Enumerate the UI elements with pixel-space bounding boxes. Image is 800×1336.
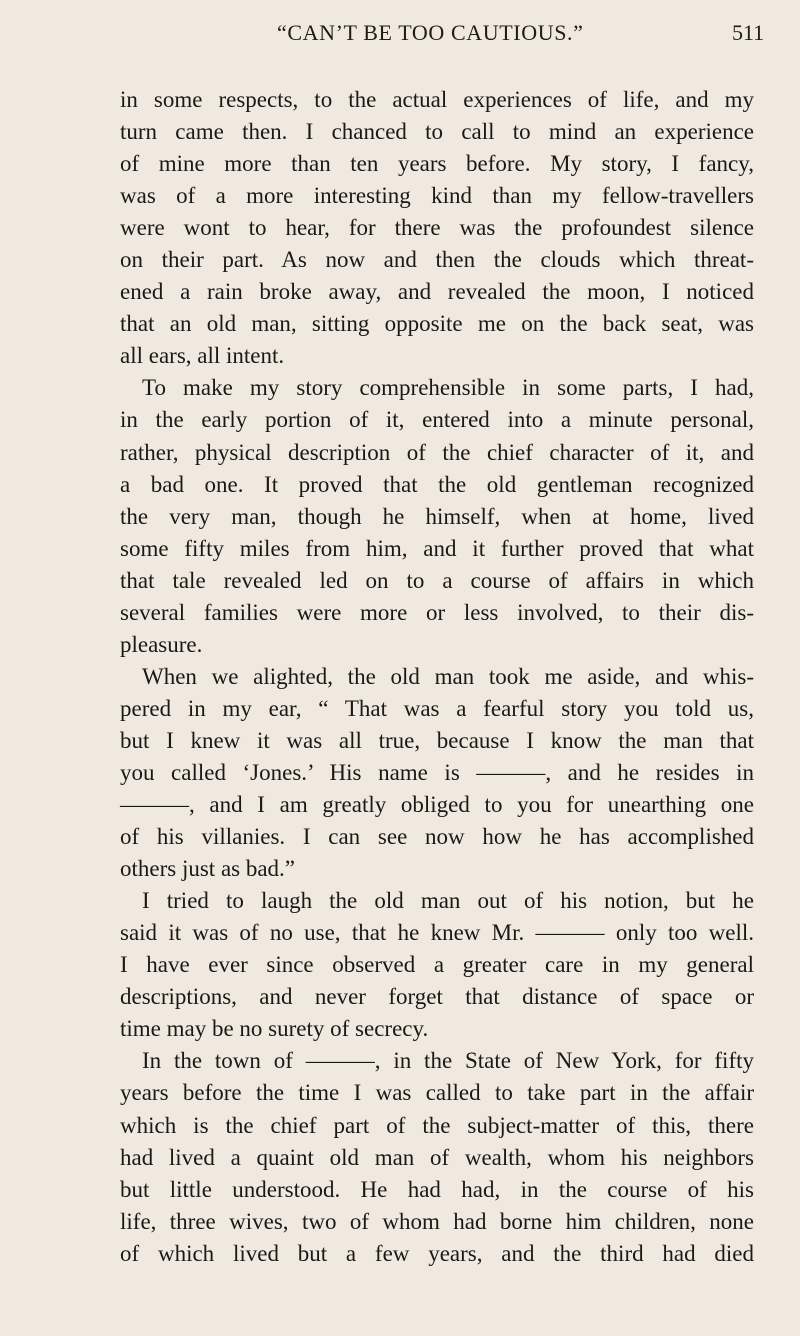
text-line: of his villanies. I can see now how he has accomplished	[120, 824, 754, 850]
text-line: turn came then. I chanced to call to mind an experience	[120, 119, 754, 145]
text-line: life, three wives, two of whom had borne him children, none	[120, 1208, 754, 1234]
text-line: a bad one. It proved that the old gentleman recognized	[120, 471, 754, 497]
text-line: ened a rain broke away, and revealed the moon, I noticed	[120, 279, 754, 305]
text-line: I tried to laugh the old man out of his notion, but he	[142, 888, 754, 914]
body-text	[120, 84, 754, 1270]
text-line: I have ever since observed a greater care in my general	[120, 952, 754, 978]
text-line: were wont to hear, for there was the profoundest silence	[120, 215, 754, 241]
text-line: of which lived but a few years, and the third had died	[120, 1240, 754, 1266]
text-line: pleasure.	[120, 631, 203, 657]
text-line: all ears, all intent.	[120, 343, 285, 369]
text-line: in the early portion of it, entered into a minute personal,	[120, 407, 754, 433]
text-line: the very man, though he himself, when at home, lived	[120, 503, 754, 529]
text-line: in some respects, to the actual experiences of life, and my	[120, 87, 754, 112]
running-title: “CAN’T BE TOO CAUTIOUS.”	[277, 20, 584, 45]
text-line: In the town of ———, in the State of New York, for fifty	[142, 1048, 754, 1074]
text-line: but little understood. He had had, in the course of his	[120, 1176, 754, 1202]
text-line: had lived a quaint old man of wealth, whom his neighbors	[120, 1144, 754, 1170]
text-line: was of a more interesting kind than my fellow-travellers	[120, 183, 754, 209]
text-line: some fifty miles from him, and it further proved that what	[120, 535, 754, 561]
page-number: 511	[732, 20, 765, 45]
text-line: others just as bad.”	[120, 856, 296, 882]
text-line: on their part. As now and then the clouds which threat-	[120, 247, 754, 273]
text-line: pered in my ear, “ That was a fearful story you told us,	[120, 695, 754, 721]
text-line: you called ‘Jones.’ His name is ———, and he resides in	[120, 759, 754, 785]
running-head	[0, 20, 800, 60]
text-line: that an old man, sitting opposite me on the back seat, was	[120, 311, 754, 337]
text-line: said it was of no use, that he knew Mr. ——— only too well.	[120, 920, 754, 946]
text-line: rather, physical description of the chief character of it, and	[120, 439, 754, 465]
text-line: To make my story comprehensible in some parts, I had,	[142, 375, 754, 401]
text-line: of mine more than ten years before. My story, I fancy,	[120, 151, 754, 177]
text-line: years before the time I was called to take part in the affair	[120, 1080, 754, 1106]
text-line: but I knew it was all true, because I know the man that	[120, 727, 754, 753]
text-line: which is the chief part of the subject-matter of this, there	[120, 1112, 754, 1138]
text-line: several families were more or less involved, to their dis-	[120, 599, 754, 625]
text-line: time may be no surety of secrecy.	[120, 1016, 429, 1042]
text-line: that tale revealed led on to a course of affairs in which	[120, 567, 754, 593]
text-line: When we alighted, the old man took me aside, and whis-	[142, 663, 754, 689]
text-line: descriptions, and never forget that distance of space or	[120, 984, 754, 1010]
text-line: ———, and I am greatly obliged to you for unearthing one	[120, 792, 754, 818]
